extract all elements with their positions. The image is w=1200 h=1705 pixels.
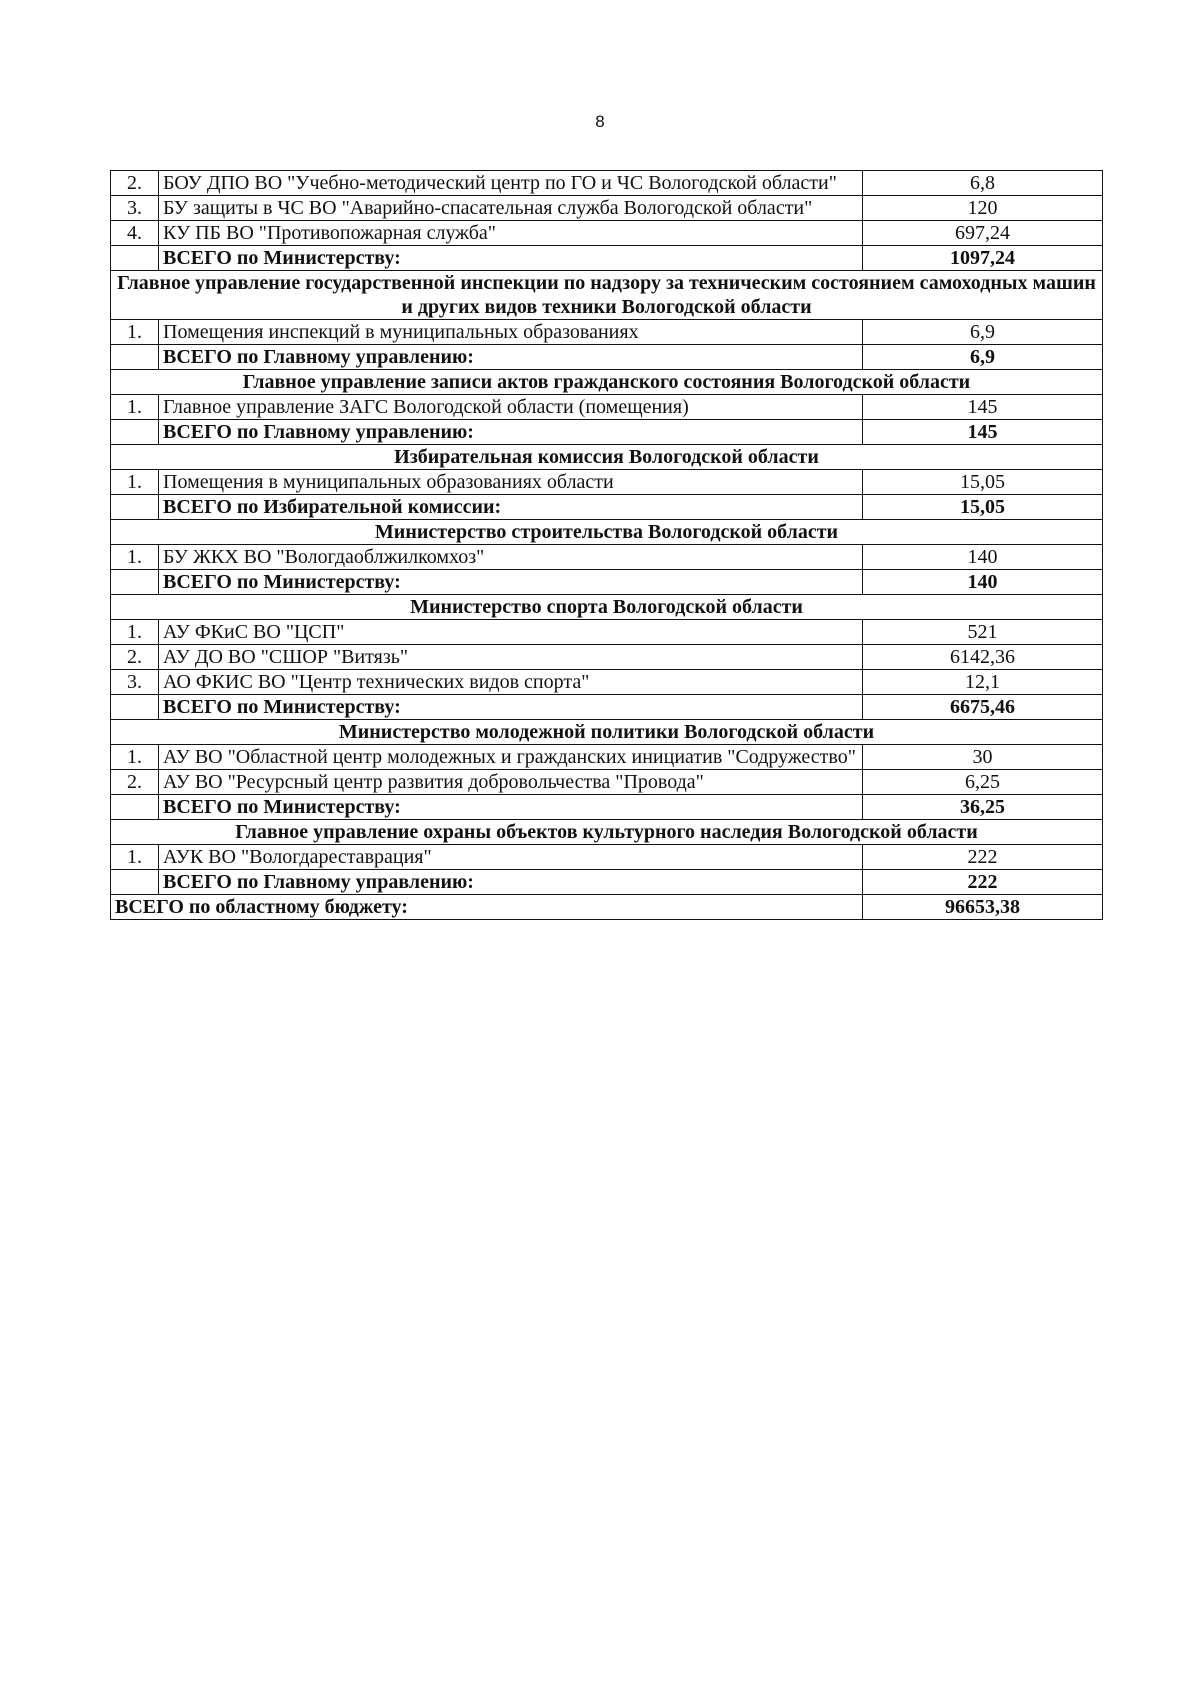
- section-title: Министерство молодежной политики Вологодской области: [111, 720, 1103, 745]
- row-number: 1.: [111, 320, 159, 345]
- table-row: [111, 545, 1103, 570]
- table-row: [111, 645, 1103, 670]
- table-row: [111, 221, 1103, 246]
- subtotal-label: ВСЕГО по Министерству:: [159, 695, 863, 720]
- section-title: Министерство спорта Вологодской области: [111, 595, 1103, 620]
- table-row: [111, 620, 1103, 645]
- row-number: 2.: [111, 645, 159, 670]
- institution-name: АУ ВО "Областной центр молодежных и гражданских инициатив "Содружество": [159, 745, 863, 770]
- subtotal-row: [111, 495, 1103, 520]
- row-number: 1.: [111, 395, 159, 420]
- row-number-empty: [111, 246, 159, 271]
- table-row: [111, 171, 1103, 196]
- section-header-row: [111, 820, 1103, 845]
- amount-value: 222: [863, 845, 1103, 870]
- section-header-row: [111, 595, 1103, 620]
- institution-name: БОУ ДПО ВО "Учебно-методический центр по ГО и ЧС Вологодской области": [159, 171, 863, 196]
- table-row: [111, 320, 1103, 345]
- grand-total-label: ВСЕГО по областному бюджету:: [111, 895, 863, 920]
- table-row: [111, 395, 1103, 420]
- subtotal-label: ВСЕГО по Главному управлению:: [159, 420, 863, 445]
- subtotal-value: 222: [863, 870, 1103, 895]
- table-row: [111, 770, 1103, 795]
- section-header-row: [111, 720, 1103, 745]
- table-row: [111, 670, 1103, 695]
- subtotal-row: [111, 695, 1103, 720]
- section-header-row: [111, 271, 1103, 320]
- budget-table-body: [111, 171, 1103, 920]
- table-row: [111, 470, 1103, 495]
- subtotal-value: 36,25: [863, 795, 1103, 820]
- amount-value: 30: [863, 745, 1103, 770]
- section-title: Главное управление государственной инспекции по надзору за техническим состоянием самоходных машин и других видов техники Вологодской области: [111, 271, 1103, 320]
- row-number: 4.: [111, 221, 159, 246]
- section-header-row: [111, 445, 1103, 470]
- row-number: 1.: [111, 845, 159, 870]
- row-number-empty: [111, 695, 159, 720]
- amount-value: 120: [863, 196, 1103, 221]
- institution-name: АУ ФКиС ВО "ЦСП": [159, 620, 863, 645]
- subtotal-value: 140: [863, 570, 1103, 595]
- page-number: 8: [595, 112, 605, 131]
- row-number-empty: [111, 420, 159, 445]
- institution-name: Главное управление ЗАГС Вологодской области (помещения): [159, 395, 863, 420]
- institution-name: АУК ВО "Вологдареставрация": [159, 845, 863, 870]
- row-number: 3.: [111, 670, 159, 695]
- institution-name: АУ ДО ВО "СШОР "Витязь": [159, 645, 863, 670]
- subtotal-row: [111, 870, 1103, 895]
- institution-name: АУ ВО "Ресурсный центр развития добровольчества "Провода": [159, 770, 863, 795]
- subtotal-row: [111, 795, 1103, 820]
- budget-table: [110, 170, 1103, 920]
- row-number: 2.: [111, 171, 159, 196]
- section-title: Министерство строительства Вологодской области: [111, 520, 1103, 545]
- amount-value: 15,05: [863, 470, 1103, 495]
- subtotal-label: ВСЕГО по Министерству:: [159, 795, 863, 820]
- subtotal-value: 15,05: [863, 495, 1103, 520]
- table-row: [111, 196, 1103, 221]
- subtotal-row: [111, 420, 1103, 445]
- subtotal-value: 6,9: [863, 345, 1103, 370]
- grand-total-value: 96653,38: [863, 895, 1103, 920]
- amount-value: 140: [863, 545, 1103, 570]
- table-row: [111, 845, 1103, 870]
- row-number: 1.: [111, 545, 159, 570]
- row-number: 2.: [111, 770, 159, 795]
- subtotal-value: 1097,24: [863, 246, 1103, 271]
- subtotal-label: ВСЕГО по Главному управлению:: [159, 345, 863, 370]
- subtotal-row: [111, 570, 1103, 595]
- amount-value: 521: [863, 620, 1103, 645]
- institution-name: Помещения инспекций в муниципальных образованиях: [159, 320, 863, 345]
- subtotal-row: [111, 345, 1103, 370]
- row-number: 1.: [111, 745, 159, 770]
- row-number: 1.: [111, 470, 159, 495]
- row-number-empty: [111, 870, 159, 895]
- amount-value: 12,1: [863, 670, 1103, 695]
- subtotal-label: ВСЕГО по Избирательной комиссии:: [159, 495, 863, 520]
- institution-name: Помещения в муниципальных образованиях области: [159, 470, 863, 495]
- amount-value: 145: [863, 395, 1103, 420]
- institution-name: АО ФКИС ВО "Центр технических видов спорта": [159, 670, 863, 695]
- section-title: Главное управление охраны объектов культурного наследия Вологодской области: [111, 820, 1103, 845]
- section-header-row: [111, 520, 1103, 545]
- amount-value: 697,24: [863, 221, 1103, 246]
- row-number-empty: [111, 795, 159, 820]
- amount-value: 6,9: [863, 320, 1103, 345]
- institution-name: КУ ПБ ВО "Противопожарная служба": [159, 221, 863, 246]
- row-number: 1.: [111, 620, 159, 645]
- row-number-empty: [111, 345, 159, 370]
- subtotal-label: ВСЕГО по Главному управлению:: [159, 870, 863, 895]
- amount-value: 6,8: [863, 171, 1103, 196]
- grand-total-row: [111, 895, 1103, 920]
- section-header-row: [111, 370, 1103, 395]
- subtotal-label: ВСЕГО по Министерству:: [159, 570, 863, 595]
- institution-name: БУ защиты в ЧС ВО "Аварийно-спасательная служба Вологодской области": [159, 196, 863, 221]
- table-row: [111, 745, 1103, 770]
- subtotal-value: 145: [863, 420, 1103, 445]
- row-number: 3.: [111, 196, 159, 221]
- row-number-empty: [111, 495, 159, 520]
- subtotal-row: [111, 246, 1103, 271]
- section-title: Главное управление записи актов гражданского состояния Вологодской области: [111, 370, 1103, 395]
- subtotal-value: 6675,46: [863, 695, 1103, 720]
- subtotal-label: ВСЕГО по Министерству:: [159, 246, 863, 271]
- section-title: Избирательная комиссия Вологодской области: [111, 445, 1103, 470]
- institution-name: БУ ЖКХ ВО "Вологдаоблжилкомхоз": [159, 545, 863, 570]
- row-number-empty: [111, 570, 159, 595]
- amount-value: 6142,36: [863, 645, 1103, 670]
- amount-value: 6,25: [863, 770, 1103, 795]
